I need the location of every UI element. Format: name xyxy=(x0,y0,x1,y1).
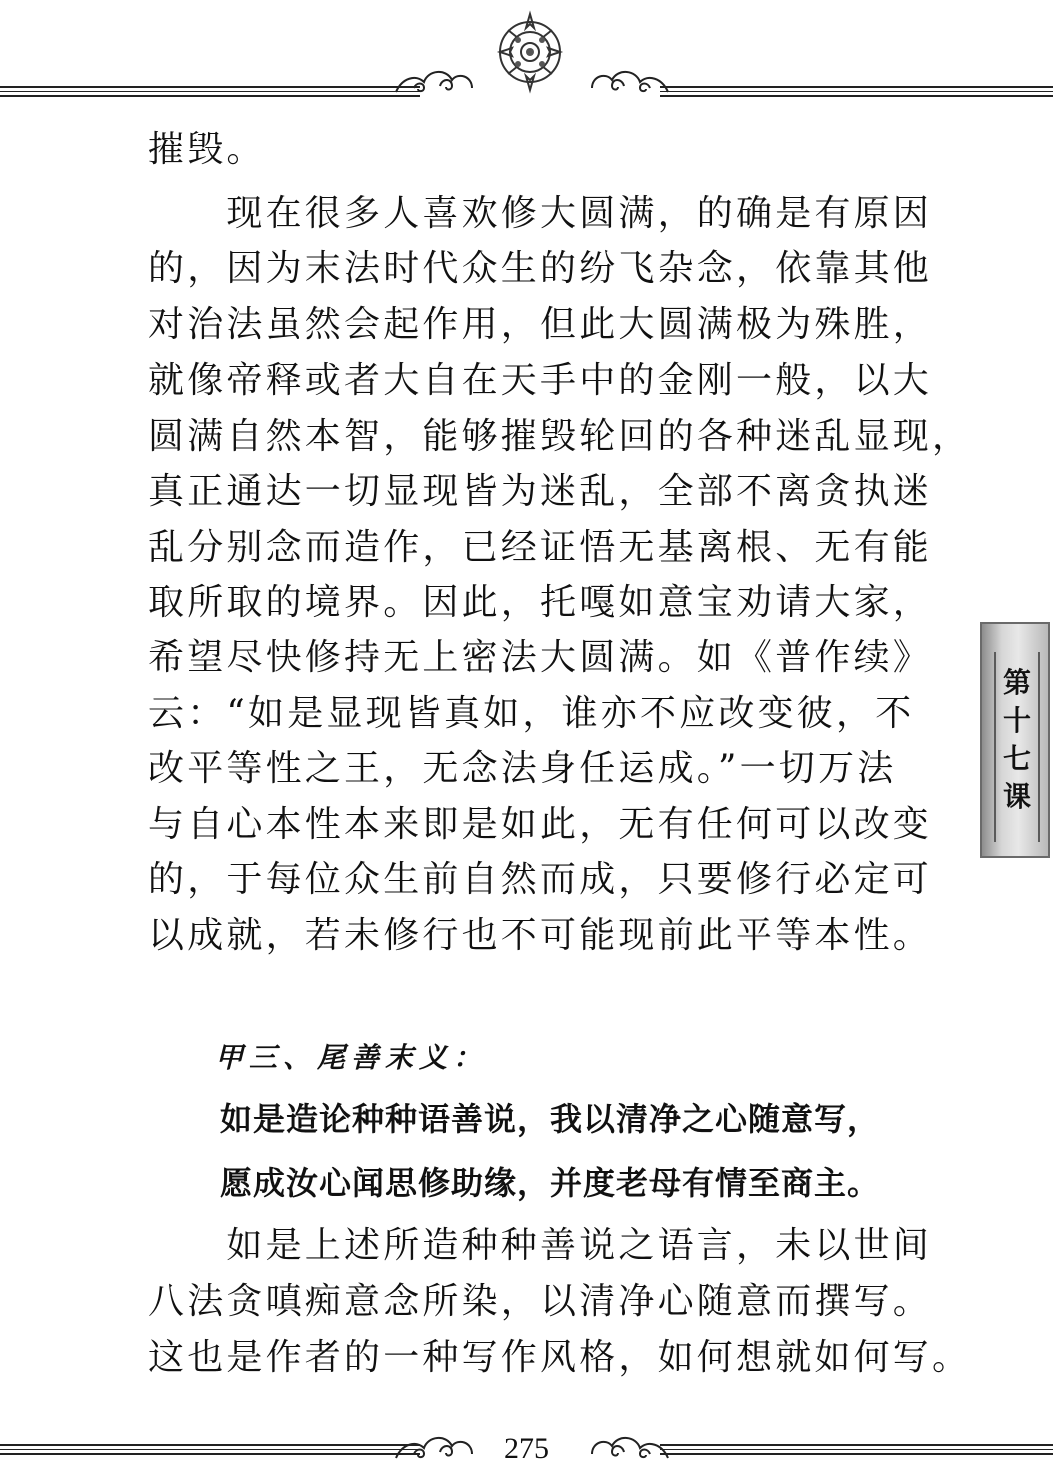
cloud-scroll-icon xyxy=(392,62,476,98)
text-line: 以成就，若未修行也不可能现前此平等本性。 xyxy=(148,915,933,956)
text-line: 的，因为末法时代众生的纷飞杂念，依靠其他 xyxy=(148,248,933,289)
header-rule-right xyxy=(660,86,1053,100)
lotus-flower-icon xyxy=(490,0,570,108)
verse-line: 愿成汝心闻思修助缘，并度老母有情至商主。 xyxy=(220,1164,881,1202)
section-heading: 甲三、尾善末义： xyxy=(215,1041,488,1074)
text-line: 八法贪嗔痴意念所染，以清净心随意而撰写。 xyxy=(148,1281,933,1322)
page-number: 275 xyxy=(504,1432,549,1465)
text-line: 这也是作者的一种写作风格，如何想就如何写。 xyxy=(148,1337,972,1378)
header-rule-left xyxy=(0,86,420,100)
text-line: 乱分别念而造作，已经证悟无基离根、无有能 xyxy=(148,527,933,568)
text-line: 圆满自然本智，能够摧毁轮回的各种迷乱显现， xyxy=(148,416,972,457)
text-line: 现在很多人喜欢修大圆满，的确是有原因 xyxy=(148,193,933,234)
text-line: 就像帝释或者大自在天手中的金刚一般，以大 xyxy=(148,360,933,401)
text-line: 改平等性之王，无念法身任运成。”一切万法 xyxy=(148,748,897,789)
text-line: 对治法虽然会起作用，但此大圆满极为殊胜， xyxy=(148,304,933,345)
text-line: 如是上述所造种种善说之语言，未以世间 xyxy=(148,1225,933,1266)
text-line: 希望尽快修持无上密法大圆满。如《普作续》 xyxy=(148,637,933,678)
text-line: 真正通达一切显现皆为迷乱，全部不离贪执迷 xyxy=(148,471,933,512)
text-line: 取所取的境界。因此，托嘎如意宝劝请大家， xyxy=(148,582,933,623)
text-line: 与自心本性本来即是如此，无有任何可以改变 xyxy=(148,804,933,845)
verse-line: 如是造论种种语善说，我以清净之心随意写， xyxy=(220,1100,881,1138)
chapter-tab xyxy=(980,622,1050,858)
cloud-scroll-icon xyxy=(588,62,672,98)
chapter-tab-label: 第十七课 xyxy=(1002,666,1031,813)
text-line: 摧毁。 xyxy=(148,129,266,170)
text-line: 的，于每位众生前自然而成，只要修行必定可 xyxy=(148,859,933,900)
text-line: 云：“如是显现皆真如，谁亦不应改变彼，不 xyxy=(148,693,915,734)
